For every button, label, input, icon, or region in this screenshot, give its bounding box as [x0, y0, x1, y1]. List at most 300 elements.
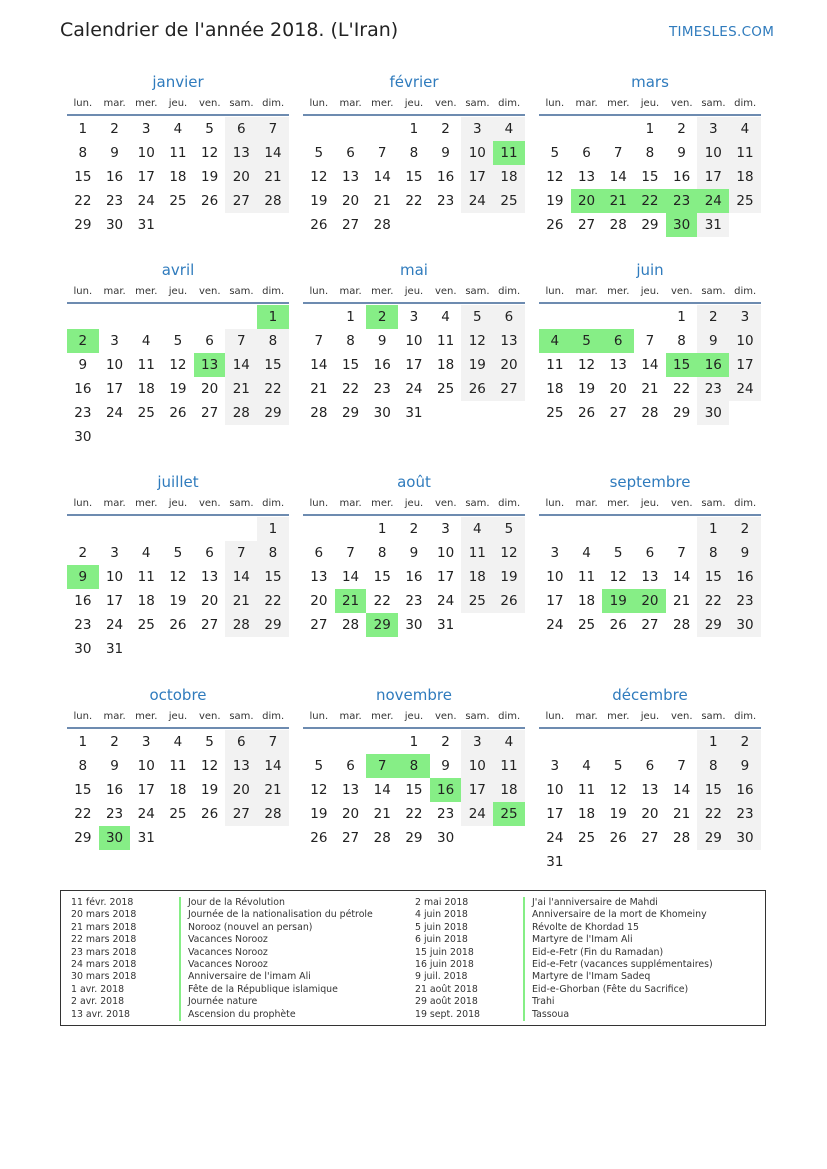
- day-cell: 19: [169, 381, 187, 397]
- day-cell: 6: [346, 145, 355, 161]
- weekday-label: jeu.: [168, 498, 188, 509]
- weekday-label: mer.: [607, 498, 630, 509]
- empty-cell: [303, 730, 335, 754]
- day-cell: 23: [105, 193, 124, 209]
- holiday-day-cell: 25: [493, 802, 525, 826]
- day-cell: 15: [405, 782, 423, 798]
- day-cell: 13: [493, 329, 525, 353]
- day-cell: 25: [437, 381, 455, 397]
- empty-cell: [634, 305, 666, 329]
- weekday-label: ven.: [198, 711, 221, 722]
- day-cell: 14: [673, 569, 691, 585]
- holiday-day-cell: 9: [67, 565, 99, 589]
- day-cell: 3: [550, 758, 560, 774]
- empty-cell: [67, 305, 99, 329]
- day-cell: 15: [257, 565, 289, 589]
- day-cell: 18: [546, 381, 564, 397]
- legend-holiday-name: J'ai l'anniversaire de Mahdi: [523, 897, 658, 909]
- legend-date: 2 mai 2018: [415, 897, 469, 908]
- day-cell: 15: [697, 778, 729, 802]
- day-cell: 4: [173, 121, 183, 137]
- day-cell: 1: [346, 309, 355, 325]
- weekday-label: sam.: [465, 286, 490, 297]
- day-grid: [67, 730, 289, 850]
- weekday-header: [67, 494, 289, 516]
- day-cell: 14: [225, 565, 257, 589]
- month-août: [303, 472, 525, 637]
- day-cell: 20: [201, 381, 219, 397]
- day-cell: 2: [409, 521, 419, 537]
- day-cell: 26: [546, 217, 564, 233]
- day-cell: 22: [405, 806, 423, 822]
- day-cell: 25: [577, 830, 596, 846]
- day-cell: 27: [493, 377, 525, 401]
- day-cell: 6: [225, 117, 257, 141]
- day-cell: 6: [645, 758, 655, 774]
- day-cell: 27: [609, 405, 627, 421]
- day-cell: 5: [173, 333, 183, 349]
- legend-holiday-name: Tassoua: [523, 1009, 569, 1021]
- day-cell: 25: [169, 193, 187, 209]
- day-cell: 30: [729, 826, 761, 850]
- holiday-day-cell: 4: [539, 329, 571, 353]
- day-cell: 20: [225, 165, 257, 189]
- empty-cell: [335, 517, 367, 541]
- month-janvier: [67, 72, 289, 237]
- empty-cell: [602, 730, 634, 754]
- day-cell: 16: [405, 569, 423, 585]
- weekday-header: [539, 282, 761, 304]
- holiday-day-cell: 16: [697, 353, 729, 377]
- day-cell: 10: [105, 569, 124, 585]
- weekday-header: [303, 494, 525, 516]
- day-cell: 31: [546, 854, 564, 870]
- day-cell: 30: [437, 830, 455, 846]
- day-cell: 23: [74, 405, 92, 421]
- empty-cell: [67, 517, 99, 541]
- day-cell: 12: [609, 782, 627, 798]
- day-cell: 18: [137, 593, 155, 609]
- weekday-label: mer.: [135, 711, 158, 722]
- legend-date: 9 juil. 2018: [415, 971, 468, 983]
- day-cell: 12: [201, 758, 219, 774]
- day-cell: 21: [373, 193, 391, 209]
- legend-holiday-name: Journée nature: [179, 996, 257, 1008]
- day-cell: 26: [169, 405, 187, 421]
- holiday-day-cell: 21: [335, 589, 367, 613]
- day-cell: 23: [437, 193, 455, 209]
- day-cell: 12: [310, 782, 328, 798]
- weekday-label: mar.: [575, 286, 598, 297]
- day-cell: 22: [697, 589, 729, 613]
- legend-date: 16 juin 2018: [415, 958, 474, 970]
- day-cell: 11: [169, 758, 187, 774]
- day-cell: 13: [201, 569, 219, 585]
- day-cell: 7: [613, 145, 623, 161]
- weekday-label: dim.: [262, 498, 285, 509]
- day-cell: 9: [677, 145, 686, 161]
- day-cell: 19: [609, 806, 627, 822]
- weekday-header: [539, 707, 761, 729]
- weekday-label: sam.: [229, 286, 254, 297]
- weekday-label: mar.: [103, 98, 126, 109]
- day-cell: 10: [461, 141, 493, 165]
- legend-date: 21 août 2018: [415, 983, 478, 995]
- day-cell: 8: [697, 541, 729, 565]
- day-cell: 23: [729, 589, 761, 613]
- day-cell: 11: [137, 569, 155, 585]
- weekday-label: lun.: [309, 498, 329, 509]
- day-cell: 3: [441, 521, 450, 537]
- day-cell: 15: [641, 169, 659, 185]
- day-grid: [303, 517, 525, 637]
- day-cell: 8: [78, 758, 88, 774]
- day-cell: 17: [105, 593, 124, 609]
- holiday-day-cell: 2: [67, 329, 99, 353]
- day-cell: 14: [609, 169, 627, 185]
- empty-cell: [130, 517, 162, 541]
- day-cell: 23: [697, 377, 729, 401]
- day-cell: 6: [493, 305, 525, 329]
- weekday-label: mer.: [135, 286, 158, 297]
- day-cell: 12: [201, 145, 219, 161]
- legend-row: [71, 971, 411, 983]
- month-mai: [303, 260, 525, 425]
- day-cell: 8: [377, 545, 387, 561]
- legend-holiday-name: Trahi: [523, 996, 555, 1008]
- day-cell: 10: [697, 141, 729, 165]
- day-cell: 18: [137, 381, 155, 397]
- weekday-label: lun.: [545, 286, 565, 297]
- legend-holiday-name: Vacances Norooz: [179, 934, 268, 946]
- day-cell: 15: [74, 782, 92, 798]
- day-cell: 15: [257, 353, 289, 377]
- day-cell: 10: [437, 545, 455, 561]
- day-cell: 17: [729, 353, 761, 377]
- day-cell: 10: [461, 754, 493, 778]
- empty-cell: [335, 117, 367, 141]
- day-cell: 30: [74, 641, 92, 657]
- day-cell: 1: [645, 121, 655, 137]
- day-cell: 26: [609, 617, 627, 633]
- day-cell: 31: [137, 830, 155, 846]
- empty-cell: [366, 730, 398, 754]
- day-cell: 17: [437, 569, 455, 585]
- day-cell: 28: [673, 617, 691, 633]
- day-cell: 28: [341, 617, 360, 633]
- weekday-label: ven.: [434, 286, 457, 297]
- day-cell: 21: [373, 806, 391, 822]
- legend-date: 29 août 2018: [415, 996, 478, 1008]
- day-cell: 2: [441, 121, 450, 137]
- empty-cell: [634, 730, 666, 754]
- day-cell: 12: [577, 357, 596, 373]
- month-name: septembre: [609, 473, 691, 491]
- day-cell: 25: [577, 617, 596, 633]
- day-cell: 28: [373, 830, 391, 846]
- day-cell: 21: [257, 165, 289, 189]
- month-février: [303, 72, 525, 237]
- day-cell: 28: [225, 401, 257, 425]
- day-cell: 28: [641, 405, 659, 421]
- legend-date: 13 avr. 2018: [71, 1008, 131, 1020]
- day-cell: 1: [78, 734, 88, 750]
- day-cell: 25: [546, 405, 564, 421]
- brand-link[interactable]: TIMESLES.COM: [669, 24, 775, 40]
- legend-holiday-name: Révolte de Khordad 15: [523, 922, 639, 934]
- holiday-day-cell: 13: [194, 353, 226, 377]
- day-cell: 15: [405, 169, 423, 185]
- legend-holiday-name: Ascension du prophète: [179, 1009, 296, 1021]
- day-cell: 30: [729, 613, 761, 637]
- weekday-label: ven.: [670, 98, 693, 109]
- day-cell: 12: [461, 329, 493, 353]
- day-cell: 22: [405, 193, 423, 209]
- empty-cell: [571, 117, 603, 141]
- day-cell: 21: [310, 381, 328, 397]
- legend-column-left: [71, 897, 411, 1021]
- legend-holiday-name: Vacances Norooz: [179, 959, 268, 971]
- legend-row: [415, 1009, 755, 1021]
- day-cell: 28: [257, 802, 289, 826]
- day-cell: 15: [341, 357, 360, 373]
- day-cell: 20: [341, 806, 360, 822]
- day-cell: 31: [405, 405, 423, 421]
- day-cell: 6: [346, 758, 355, 774]
- day-cell: 3: [141, 734, 151, 750]
- day-cell: 12: [546, 169, 564, 185]
- day-cell: 30: [405, 617, 423, 633]
- day-cell: 27: [577, 217, 596, 233]
- weekday-label: dim.: [498, 711, 521, 722]
- day-cell: 27: [341, 217, 360, 233]
- holiday-legend: [60, 890, 766, 1026]
- empty-cell: [539, 517, 571, 541]
- day-cell: 3: [461, 117, 493, 141]
- day-cell: 29: [341, 405, 360, 421]
- day-grid: [539, 305, 761, 425]
- month-name: octobre: [149, 686, 207, 704]
- weekday-label: mar.: [575, 711, 598, 722]
- month-juin: [539, 260, 761, 425]
- weekday-header: [67, 282, 289, 304]
- day-cell: 19: [310, 806, 328, 822]
- weekday-label: mar.: [339, 498, 362, 509]
- weekday-label: mer.: [607, 286, 630, 297]
- weekday-header: [539, 94, 761, 116]
- empty-cell: [571, 517, 603, 541]
- day-cell: 12: [493, 541, 525, 565]
- day-cell: 13: [641, 782, 659, 798]
- day-cell: 4: [582, 545, 591, 561]
- day-cell: 19: [201, 782, 219, 798]
- day-cell: 27: [201, 405, 219, 421]
- day-cell: 19: [310, 193, 328, 209]
- empty-cell: [194, 305, 226, 329]
- legend-date: 22 mars 2018: [71, 934, 137, 946]
- day-cell: 9: [377, 333, 387, 349]
- empty-cell: [130, 305, 162, 329]
- weekday-label: mer.: [607, 98, 630, 109]
- legend-row: [415, 996, 755, 1008]
- day-cell: 23: [729, 802, 761, 826]
- day-cell: 26: [461, 377, 493, 401]
- day-cell: 11: [493, 754, 525, 778]
- month-name: juillet: [157, 473, 199, 491]
- weekday-label: lun.: [73, 98, 93, 109]
- weekday-label: mar.: [339, 286, 362, 297]
- day-cell: 20: [310, 593, 328, 609]
- day-cell: 14: [225, 353, 257, 377]
- legend-date: 19 sept. 2018: [415, 1008, 481, 1020]
- legend-row: [71, 947, 411, 959]
- weekday-label: mer.: [371, 286, 394, 297]
- weekday-label: sam.: [229, 98, 254, 109]
- legend-row: [71, 922, 411, 934]
- day-cell: 9: [78, 357, 88, 373]
- weekday-label: mar.: [103, 498, 126, 509]
- day-cell: 5: [205, 121, 214, 137]
- day-cell: 29: [641, 217, 659, 233]
- day-cell: 19: [493, 565, 525, 589]
- day-grid: [67, 305, 289, 449]
- day-cell: 4: [441, 309, 450, 325]
- legend-holiday-name: Fête de la République islamique: [179, 984, 338, 996]
- weekday-header: [303, 94, 525, 116]
- holiday-day-cell: 20: [634, 589, 666, 613]
- weekday-label: dim.: [262, 711, 285, 722]
- day-cell: 19: [461, 353, 493, 377]
- day-cell: 25: [729, 189, 761, 213]
- weekday-label: jeu.: [404, 286, 424, 297]
- day-cell: 5: [173, 545, 183, 561]
- day-cell: 3: [729, 305, 761, 329]
- legend-holiday-name: Anniversaire de l'imam Ali: [179, 971, 311, 983]
- day-cell: 24: [729, 377, 761, 401]
- day-cell: 6: [645, 545, 655, 561]
- day-cell: 1: [697, 517, 729, 541]
- month-décembre: [539, 685, 761, 874]
- day-cell: 10: [546, 782, 564, 798]
- day-cell: 7: [225, 329, 257, 353]
- day-cell: 4: [729, 117, 761, 141]
- empty-cell: [666, 517, 698, 541]
- month-name: janvier: [152, 73, 204, 91]
- day-cell: 26: [493, 589, 525, 613]
- day-cell: 22: [257, 589, 289, 613]
- day-cell: 18: [577, 806, 596, 822]
- day-cell: 3: [141, 121, 151, 137]
- day-cell: 2: [110, 121, 119, 137]
- day-cell: 28: [310, 405, 328, 421]
- day-grid: [303, 117, 525, 237]
- weekday-label: mer.: [371, 711, 394, 722]
- empty-cell: [162, 305, 194, 329]
- day-cell: 13: [609, 357, 627, 373]
- legend-holiday-name: Eid-e-Fetr (Fin du Ramadan): [523, 947, 663, 959]
- day-cell: 16: [437, 169, 455, 185]
- empty-cell: [539, 730, 571, 754]
- day-cell: 27: [225, 802, 257, 826]
- day-cell: 21: [673, 593, 691, 609]
- month-name: décembre: [612, 686, 688, 704]
- day-cell: 24: [105, 405, 124, 421]
- day-cell: 13: [641, 569, 659, 585]
- weekday-label: mer.: [135, 498, 158, 509]
- weekday-label: ven.: [198, 286, 221, 297]
- day-cell: 28: [609, 217, 627, 233]
- empty-cell: [539, 305, 571, 329]
- holiday-day-cell: 6: [602, 329, 634, 353]
- day-cell: 10: [729, 329, 761, 353]
- day-cell: 16: [673, 169, 691, 185]
- day-cell: 29: [697, 826, 729, 850]
- weekday-label: sam.: [701, 498, 726, 509]
- weekday-label: ven.: [670, 711, 693, 722]
- holiday-day-cell: 15: [666, 353, 698, 377]
- day-cell: 26: [169, 617, 187, 633]
- day-cell: 3: [461, 730, 493, 754]
- weekday-label: sam.: [701, 711, 726, 722]
- day-cell: 24: [137, 193, 155, 209]
- day-cell: 9: [110, 145, 119, 161]
- day-cell: 8: [257, 541, 289, 565]
- day-cell: 29: [257, 401, 289, 425]
- day-cell: 1: [697, 730, 729, 754]
- day-cell: 27: [341, 830, 360, 846]
- day-cell: 27: [201, 617, 219, 633]
- day-cell: 12: [169, 569, 187, 585]
- day-cell: 14: [673, 782, 691, 798]
- weekday-label: sam.: [701, 286, 726, 297]
- weekday-label: jeu.: [168, 286, 188, 297]
- legend-column-right: [415, 897, 755, 1021]
- day-cell: 7: [346, 545, 355, 561]
- day-cell: 6: [205, 545, 214, 561]
- legend-date: 6 juin 2018: [415, 934, 468, 946]
- day-cell: 7: [314, 333, 324, 349]
- day-cell: 2: [110, 734, 119, 750]
- month-name: février: [389, 73, 439, 91]
- day-cell: 27: [310, 617, 328, 633]
- day-cell: 5: [613, 545, 623, 561]
- holiday-day-cell: 2: [366, 305, 398, 329]
- weekday-label: dim.: [262, 286, 285, 297]
- day-cell: 2: [78, 545, 88, 561]
- day-cell: 20: [609, 381, 627, 397]
- day-cell: 13: [310, 569, 328, 585]
- month-name: juin: [636, 261, 664, 279]
- day-cell: 17: [546, 593, 564, 609]
- empty-cell: [162, 517, 194, 541]
- weekday-label: jeu.: [168, 98, 188, 109]
- legend-date: 11 févr. 2018: [71, 897, 134, 908]
- empty-cell: [634, 517, 666, 541]
- day-cell: 22: [74, 806, 92, 822]
- day-cell: 29: [405, 830, 423, 846]
- weekday-label: ven.: [670, 286, 693, 297]
- day-cell: 4: [141, 333, 151, 349]
- holiday-day-cell: 24: [697, 189, 729, 213]
- weekday-label: mer.: [135, 98, 158, 109]
- day-cell: 29: [74, 217, 92, 233]
- legend-row: [71, 996, 411, 1008]
- legend-row: [71, 984, 411, 996]
- day-cell: 29: [673, 405, 691, 421]
- weekday-label: dim.: [734, 498, 757, 509]
- legend-holiday-name: Vacances Norooz: [179, 947, 268, 959]
- day-cell: 22: [673, 381, 691, 397]
